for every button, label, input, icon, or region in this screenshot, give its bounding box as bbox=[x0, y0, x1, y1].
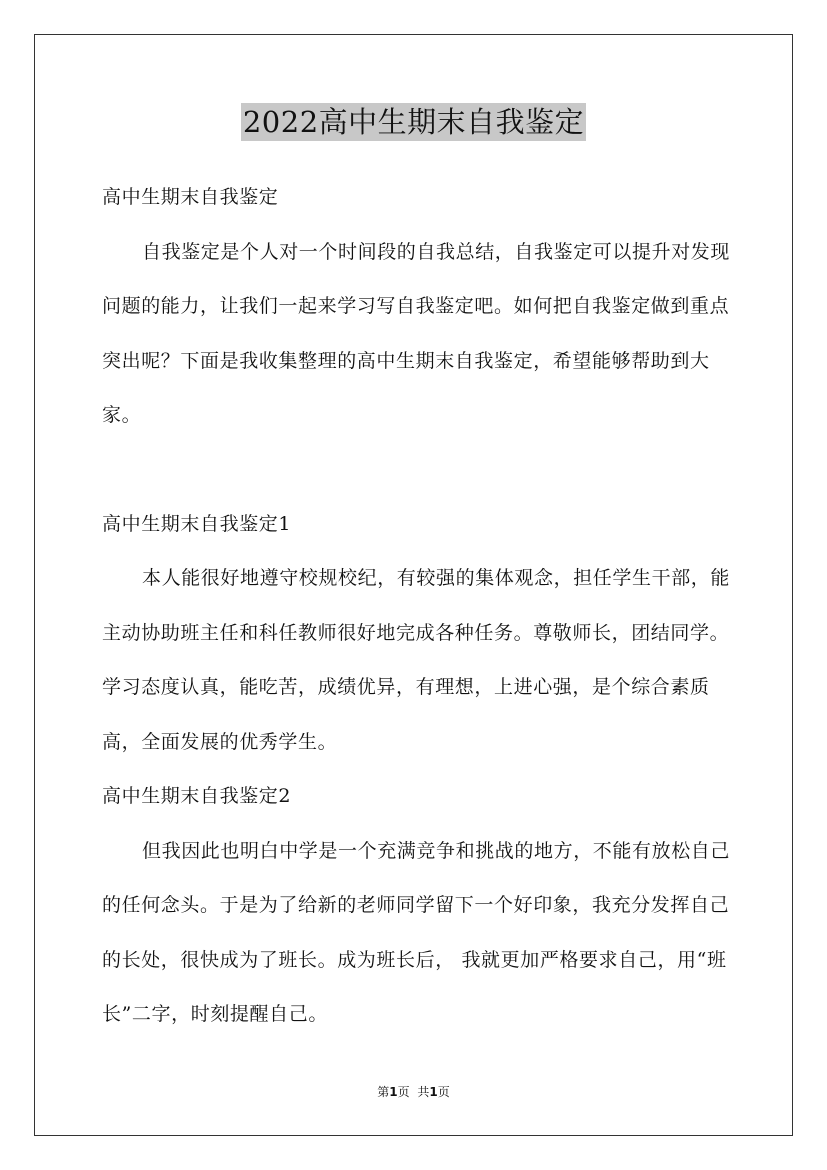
footer-page-number: 1 bbox=[389, 1085, 398, 1099]
footer-total-pages: 1 bbox=[429, 1085, 438, 1099]
footer-prefix: 第 bbox=[377, 1085, 390, 1099]
intro-paragraph: 自我鉴定是个人对一个时间段的自我总结，自我鉴定可以提升对发现问题的能力，让我们一起来学习写自我鉴定吧。如何把自我鉴定做到重点突出呢？下面是我收集整理的高中生期末自我鉴定，希望能够帮助到大家。 bbox=[102, 240, 731, 426]
section-2-paragraph: 但我因此也明白中学是一个充满竞争和挑战的地方，不能有放松自己的任何念头。于是为了给新的老师同学留下一个好印象，我充分发挥自己的长处，很快成为了班长。成为班长后， 我就更加严格要求自己，用“班长”二字，时刻提醒自己。 bbox=[102, 839, 731, 1025]
section-1-paragraph: 本人能很好地遵守校规校纪，有较强的集体观念，担任学生干部，能主动协助班主任和科任教师很好地完成各种任务。尊敬师长，团结同学。学习态度认真，能吃苦，成绩优异，有理想，上进心强，是个综合素质高，全面发展的优秀学生。 bbox=[102, 567, 731, 753]
footer-page-suffix: 页 bbox=[397, 1085, 410, 1099]
section-1-heading: 高中生期末自我鉴定1 bbox=[102, 512, 292, 535]
title-container bbox=[0, 103, 827, 141]
footer-total-prefix: 共 bbox=[417, 1085, 430, 1099]
section-2-heading: 高中生期末自我鉴定2 bbox=[102, 785, 292, 807]
intro-heading: 高中生期末自我鉴定 bbox=[102, 186, 279, 208]
footer-total-suffix: 页 bbox=[437, 1085, 450, 1099]
page-footer bbox=[0, 1082, 827, 1102]
document-title: 2022高中生期末自我鉴定 bbox=[242, 105, 585, 139]
blank-line bbox=[102, 443, 732, 497]
document-body bbox=[102, 170, 732, 1042]
